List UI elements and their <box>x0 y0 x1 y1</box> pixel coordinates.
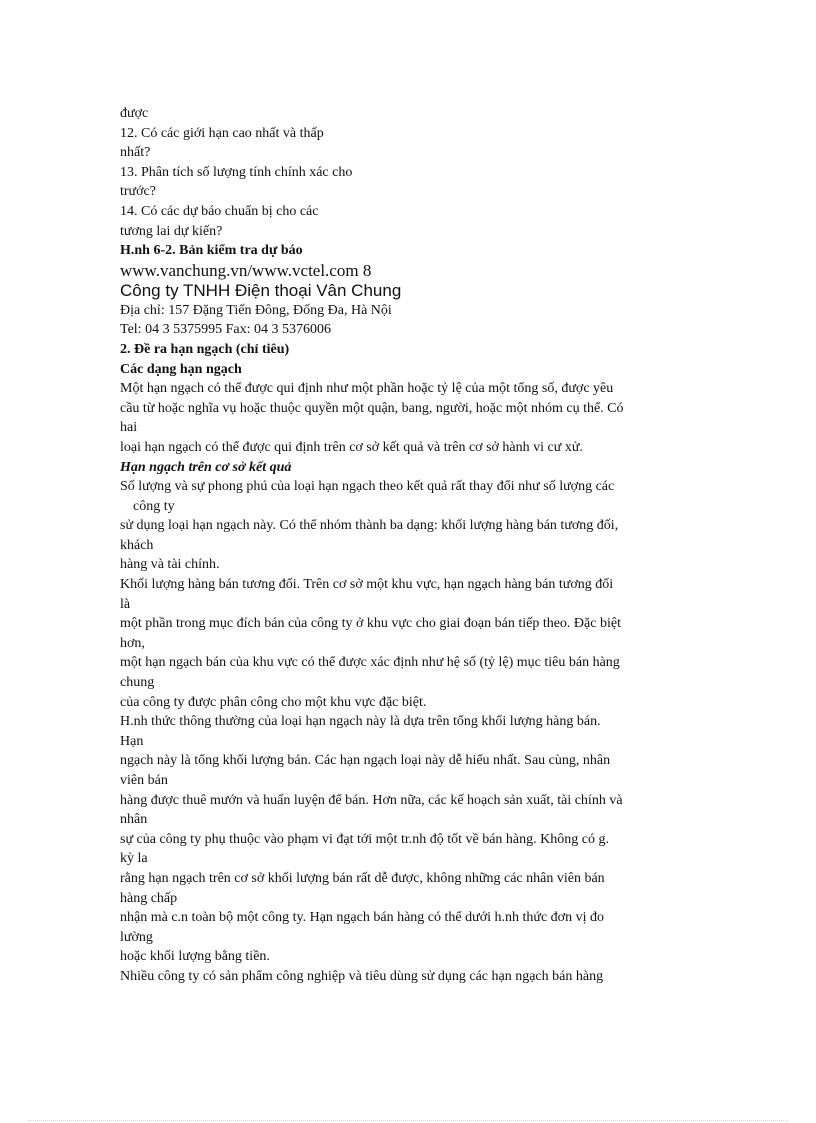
text-line: Số lượng và sự phong phú của loại hạn ngạch theo kết quả rất thay đổi như số lượng các <box>120 479 615 495</box>
text-line: viên bán <box>120 773 168 788</box>
text-line: kỳ la <box>120 851 148 867</box>
document-body <box>120 104 700 987</box>
text-line: là <box>120 596 131 612</box>
text-line: 14. Có các dự báo chuẩn bị cho các <box>120 203 319 219</box>
text-line: loại hạn ngạch có thể được qui định trên cơ sở kết quả và trên cơ sở hành vi cư xử. <box>120 439 583 455</box>
text-line: hai <box>120 420 138 436</box>
text-line: sử dụng loại hạn ngạch này. Có thể nhóm thành ba dạng: khối lượng hàng bán tương đối, <box>120 518 619 534</box>
text-line: cầu từ hoặc nghĩa vụ hoặc thuộc quyền một quận, bang, người, hoặc một nhóm cụ thể. Có <box>120 400 624 416</box>
heading-line: 2. Đề ra hạn ngạch (chỉ tiêu) <box>120 341 290 357</box>
text-line: sự của công ty phụ thuộc vào phạm vi đạt tới một tr.nh độ tốt về bán hàng. Không có g. <box>120 831 609 847</box>
text-line: một hạn ngạch bán của khu vực có thể được xác định như hệ số (tỷ lệ) mục tiêu bán hàng <box>120 655 620 671</box>
text-line: 12. Có các giới hạn cao nhất và thấp <box>120 125 324 141</box>
text-line: hàng được thuê mướn và huấn luyện để bán. Hơn nữa, các kế hoạch sản xuất, tài chính và <box>120 792 623 808</box>
text-line: trước? <box>120 184 156 200</box>
text-line: khách <box>120 537 154 553</box>
text-line: một phần trong mục đích bán của công ty ở khu vực cho giai đoạn bán tiếp theo. Đặc biệt <box>120 616 621 632</box>
text-line: Công ty TNHH Điện thoại Vân Chung <box>120 280 402 300</box>
heading-line: H.nh 6-2. Bản kiểm tra dự báo <box>120 243 303 259</box>
text-line: hàng chấp <box>120 890 178 906</box>
text-line: hoặc khối lượng bằng tiền. <box>120 949 270 965</box>
text-line: tương lai dự kiến? <box>120 223 223 239</box>
text-line: được <box>120 106 149 121</box>
text-line: Tel: 04 3 5375995 Fax: 04 3 5376006 <box>120 322 331 338</box>
page-bottom-rule <box>28 1120 788 1121</box>
text-line: của công ty được phân công cho một khu vực đặc biệt. <box>120 694 427 710</box>
text-line: ngạch này là tổng khối lượng bán. Các hạn ngạch loại này dễ hiểu nhất. Sau cùng, nhân <box>120 753 611 769</box>
heading-line: Các dạng hạn ngạch <box>120 361 242 377</box>
text-line: H.nh thức thông thường của loại hạn ngạch này là dựa trên tổng khối lượng hàng bán. <box>120 714 601 730</box>
text-line: Hạn <box>120 733 144 749</box>
heading-line: Hạn ngạch trên cơ sở kết quả <box>120 459 292 475</box>
text-line: nhất? <box>120 145 151 161</box>
text-line: 13. Phân tích số lượng tính chính xác cho <box>120 164 353 180</box>
text-line: hơn, <box>120 635 145 651</box>
text-line: rằng hạn ngạch trên cơ sở khối lượng bán rất dễ được, không những các nhân viên bán <box>120 870 605 886</box>
text-line: chung <box>120 675 155 691</box>
text-line: lường <box>120 929 153 945</box>
text-line: Nhiều công ty có sản phẩm công nghiệp và tiêu dùng sử dụng các hạn ngạch bán hàng <box>120 968 604 984</box>
text-line: Một hạn ngạch có thể được qui định như một phần hoặc tỷ lệ của một tổng số, được yêu <box>120 381 614 397</box>
text-line: Khối lượng hàng bán tương đối. Trên cơ sở một khu vực, hạn ngạch hàng bán tương đối <box>120 577 614 593</box>
text-line: Địa chỉ: 157 Đặng Tiến Đông, Đống Đa, Hà Nội <box>120 302 392 318</box>
text-line: www.vanchung.vn/www.vctel.com 8 <box>120 260 372 280</box>
text-line: nhận mà c.n toàn bộ một công ty. Hạn ngạch bán hàng có thể dưới h.nh thức đơn vị đo <box>120 910 604 926</box>
text-line: hàng và tài chính. <box>120 557 220 573</box>
text-line: nhân <box>120 812 148 828</box>
text-line: công ty <box>133 498 175 514</box>
